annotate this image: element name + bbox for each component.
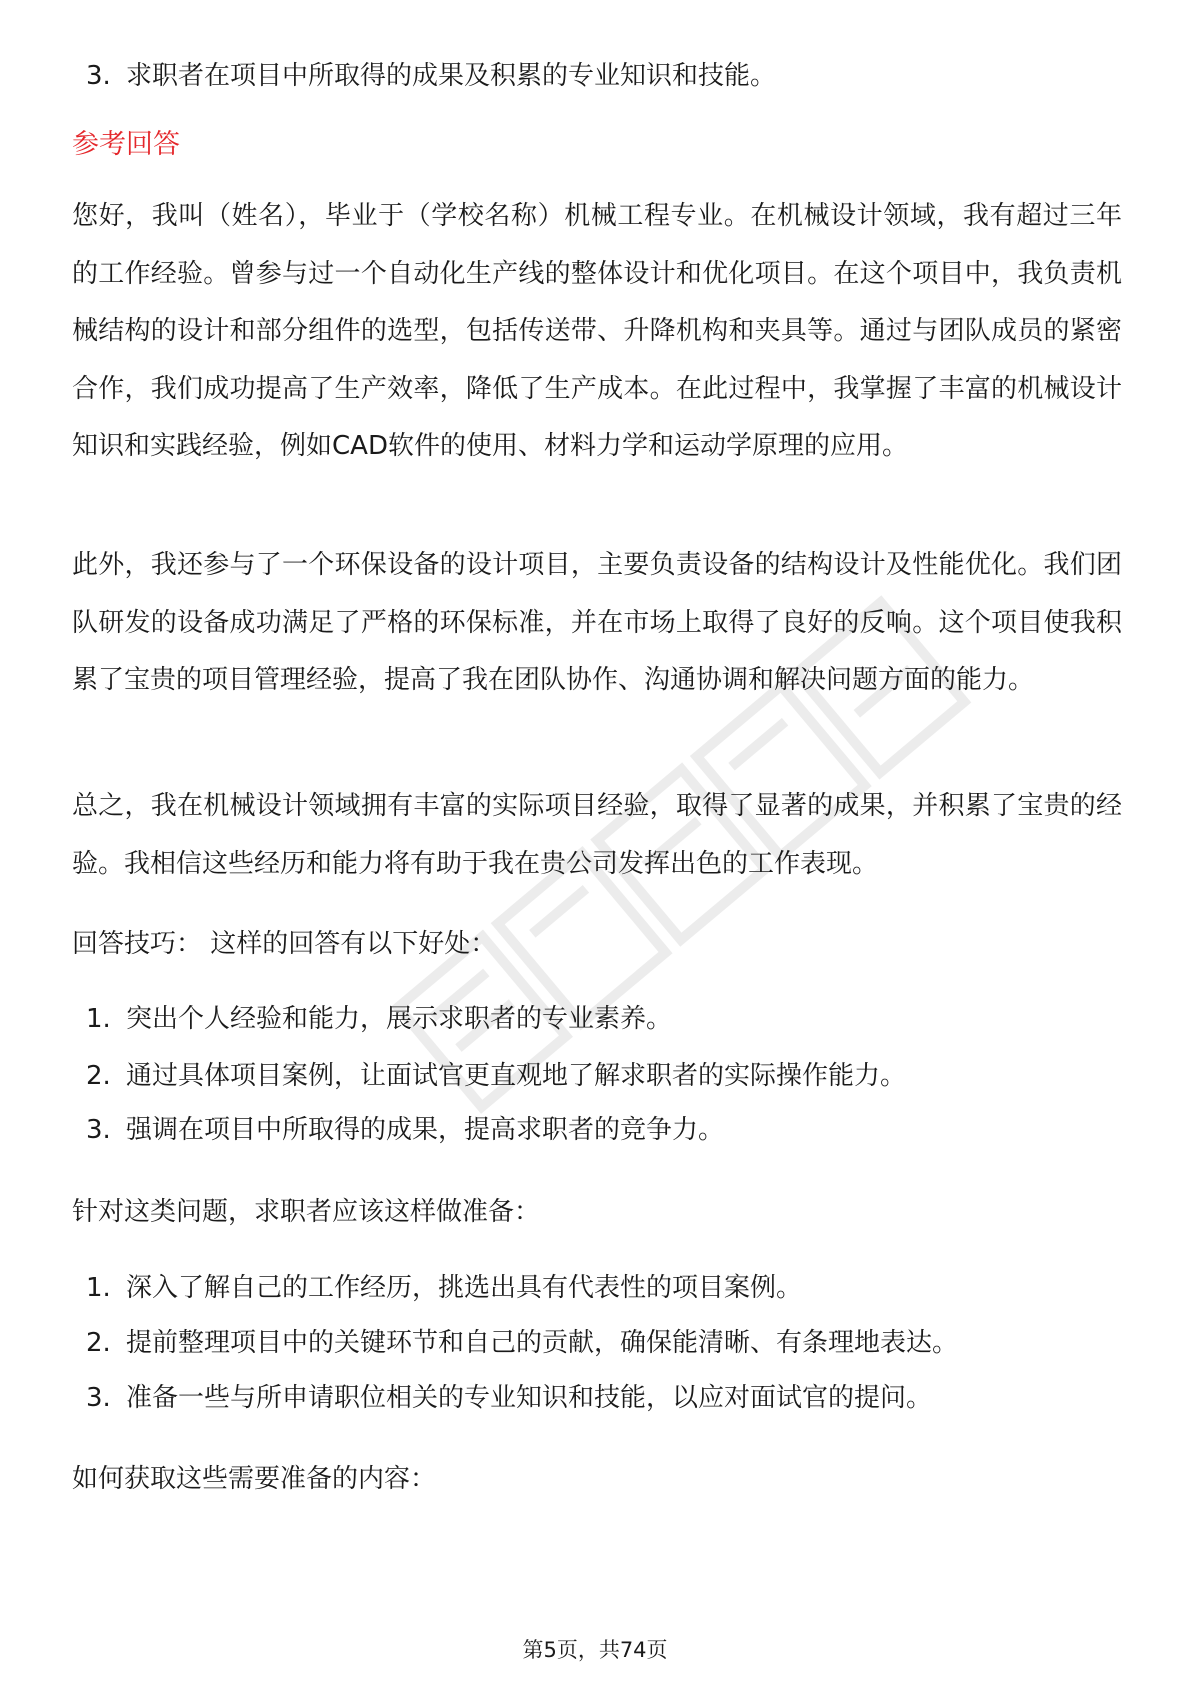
prep-heading: 针对这类问题，求职者应该这样做准备： [72, 1197, 541, 1227]
list-number: 3. [86, 61, 111, 91]
list-item [86, 58, 776, 94]
list-text: 强调在项目中所取得的成果，提高求职者的竞争力。 [126, 1115, 725, 1145]
answer-paragraph-3: 总之，我在机械设计领域拥有丰富的实际项目经验，取得了显著的成果，并积累了宝贵的经验。我相信这些经历和能力将有助于我在贵公司发挥出色的工作表现。 [72, 791, 1122, 879]
list-item [86, 1380, 932, 1416]
how-heading: 如何获取这些需要准备的内容： [72, 1464, 437, 1494]
list-number: 1. [86, 1004, 111, 1034]
list-item [86, 1112, 724, 1148]
list-text: 准备一些与所申请职位相关的专业知识和技能，以应对面试官的提问。 [126, 1383, 933, 1413]
list-number: 3. [86, 1115, 111, 1145]
list-item [86, 1325, 958, 1361]
list-text: 提前整理项目中的关键环节和自己的贡献，确保能清晰、有条理地表达。 [126, 1328, 959, 1358]
list-item [86, 1058, 906, 1094]
list-text: 深入了解自己的工作经历，挑选出具有代表性的项目案例。 [126, 1273, 803, 1303]
tips-heading: 回答技巧： 这样的回答有以下好处： [72, 929, 497, 959]
list-text: 通过具体项目案例，让面试官更直观地了解求职者的实际操作能力。 [126, 1061, 907, 1091]
list-text: 突出个人经验和能力，展示求职者的专业素养。 [126, 1004, 673, 1034]
list-item [86, 1270, 802, 1306]
list-number: 2. [86, 1328, 111, 1358]
list-number: 1. [86, 1273, 111, 1303]
list-item [86, 1001, 672, 1037]
page-footer: 第5页，共74页 [522, 1638, 668, 1662]
list-text: 求职者在项目中所取得的成果及积累的专业知识和技能。 [126, 61, 777, 91]
list-number: 2. [86, 1061, 111, 1091]
list-number: 3. [86, 1383, 111, 1413]
answer-paragraph-1: 您好，我叫（姓名），毕业于（学校名称）机械工程专业。在机械设计领域，我有超过三年的工作经验。曾参与过一个自动化生产线的整体设计和优化项目。在这个项目中，我负责机械结构的设计和部分组件的选型，包括传送带、升降机构和夹具等。通过与团队成员的紧密合作，我们成功提高了生产效率，降低了生产成本。在此过程中，我掌握了丰富的机械设计知识和实践经验，例如CAD软件的使用、材料力学和运动学原理的应用。 [72, 201, 1122, 462]
reference-heading: 参考回答 [72, 129, 180, 160]
answer-paragraph-2: 此外，我还参与了一个环保设备的设计项目，主要负责设备的结构设计及性能优化。我们团队研发的设备成功满足了严格的环保标准，并在市场上取得了良好的反响。这个项目使我积累了宝贵的项目管理经验，提高了我在团队协作、沟通协调和解决问题方面的能力。 [72, 550, 1122, 696]
